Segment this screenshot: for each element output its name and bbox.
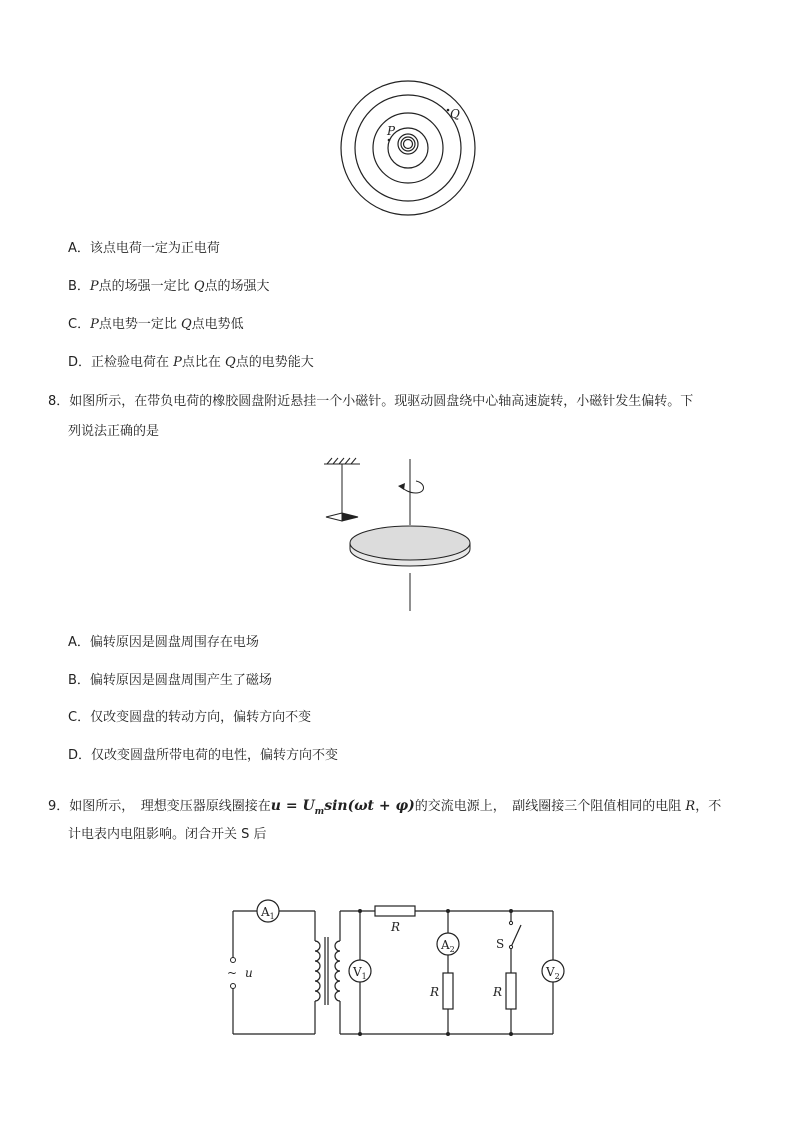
label-q: Q [450, 107, 460, 121]
q7-option-b: B．P点的场强一定比 Q点的场强大 [68, 279, 270, 294]
option-letter: D． [68, 355, 92, 370]
resistor-right [506, 973, 516, 1009]
rubber-disk [350, 526, 470, 566]
q7-option-c: C．P点电势一定比 Q点电势低 [68, 317, 244, 332]
point-q-dot [447, 109, 450, 112]
magnetic-needle-right [342, 513, 358, 521]
switch-contact-bottom [509, 945, 512, 948]
resistor-middle-label: R [430, 985, 440, 999]
var-q: Q [180, 317, 192, 332]
resistor-right-label: R [493, 985, 503, 999]
option-letter: C． [68, 710, 91, 725]
option-text: 该点电荷一定为正电荷 [89, 241, 220, 256]
label-p: P [387, 124, 396, 138]
switch-label: S [496, 937, 505, 951]
question-number: 9． [48, 799, 70, 814]
var-p: P [89, 279, 99, 294]
magnetic-needle-left [326, 513, 342, 521]
q8-option-b [68, 672, 272, 690]
option-letter: A． [68, 241, 90, 256]
option-letter: D． [68, 748, 92, 763]
q8-option-a [68, 634, 259, 652]
voltmeter-v1 [349, 960, 371, 982]
q9-stem-line1: 9．如图所示， 理想变压器原线圈接在$u = U_m\sin(\omega t + \varphi)$的交流电源上， 副线圈接三个阻值相同的电阻 R，不 [48, 798, 722, 817]
rotating-disk-figure [318, 455, 478, 615]
question-number: 8． [48, 394, 70, 409]
var-p: P [173, 355, 182, 370]
svg-text:A1: $A_1$ [261, 905, 275, 921]
source-terminal-bottom [231, 984, 236, 989]
rotation-arrow-icon [402, 481, 424, 493]
q7-option-a [68, 240, 220, 258]
option-letter: B． [68, 279, 90, 294]
q8-option-d [68, 747, 338, 765]
svg-text:V2: $V_2$ [546, 965, 560, 981]
switch-contact-top [509, 921, 512, 924]
ammeter-a2 [437, 933, 459, 955]
option-text: 偏转原因是圆盘周围产生了磁场 [89, 673, 272, 688]
source-terminal-top [231, 958, 236, 963]
svg-text:A2: $A_2$ [441, 938, 455, 954]
option-letter: A． [68, 635, 90, 650]
q8-stem-line1: 8．如图所示，在带负电荷的橡胶圆盘附近悬挂一个小磁针。现驱动圆盘绕中心轴高速旋转，小磁针发生偏转。下 [48, 394, 694, 409]
ceiling-support [324, 458, 360, 513]
var-p: P [90, 317, 99, 332]
point-p-dot [388, 139, 391, 142]
option-text: 仅改变圆盘的转动方向，偏转方向不变 [90, 710, 312, 725]
q8-option-c [68, 709, 311, 727]
var-q: Q [225, 355, 236, 370]
source-symbol: ~ [227, 966, 238, 980]
option-letter: B． [68, 673, 90, 688]
var-r: R [685, 799, 696, 814]
q8-stem-line2: 列说法正确的是 [68, 424, 160, 439]
voltmeter-v2 [542, 960, 564, 982]
switch-blade [511, 925, 521, 947]
q9-stem-line2: 计电表内电阻影响。闭合开关 S 后 [68, 827, 267, 842]
option-letter: C． [68, 317, 91, 332]
var-q: Q [193, 279, 205, 294]
resistor-top-label: R [391, 920, 401, 934]
transformer-circuit [225, 893, 565, 1043]
resistor-middle [443, 973, 453, 1009]
svg-text:V1: $V_1$ [353, 965, 367, 981]
circle-ring-7 [404, 140, 413, 149]
option-text: 仅改变圆盘所带电荷的电性，偏转方向不变 [91, 748, 339, 763]
ammeter-a1 [257, 900, 279, 922]
formula: $u = U_m\sin(\omega t + \varphi)$ [270, 798, 415, 817]
resistor-top [375, 906, 415, 916]
option-text: 偏转原因是圆盘周围存在电场 [89, 635, 259, 650]
source-label-u: u [245, 966, 253, 980]
equipotential-figure [336, 80, 480, 220]
q7-option-d: D．正检验电荷在 P点比在 Q点的电势能大 [68, 355, 314, 370]
